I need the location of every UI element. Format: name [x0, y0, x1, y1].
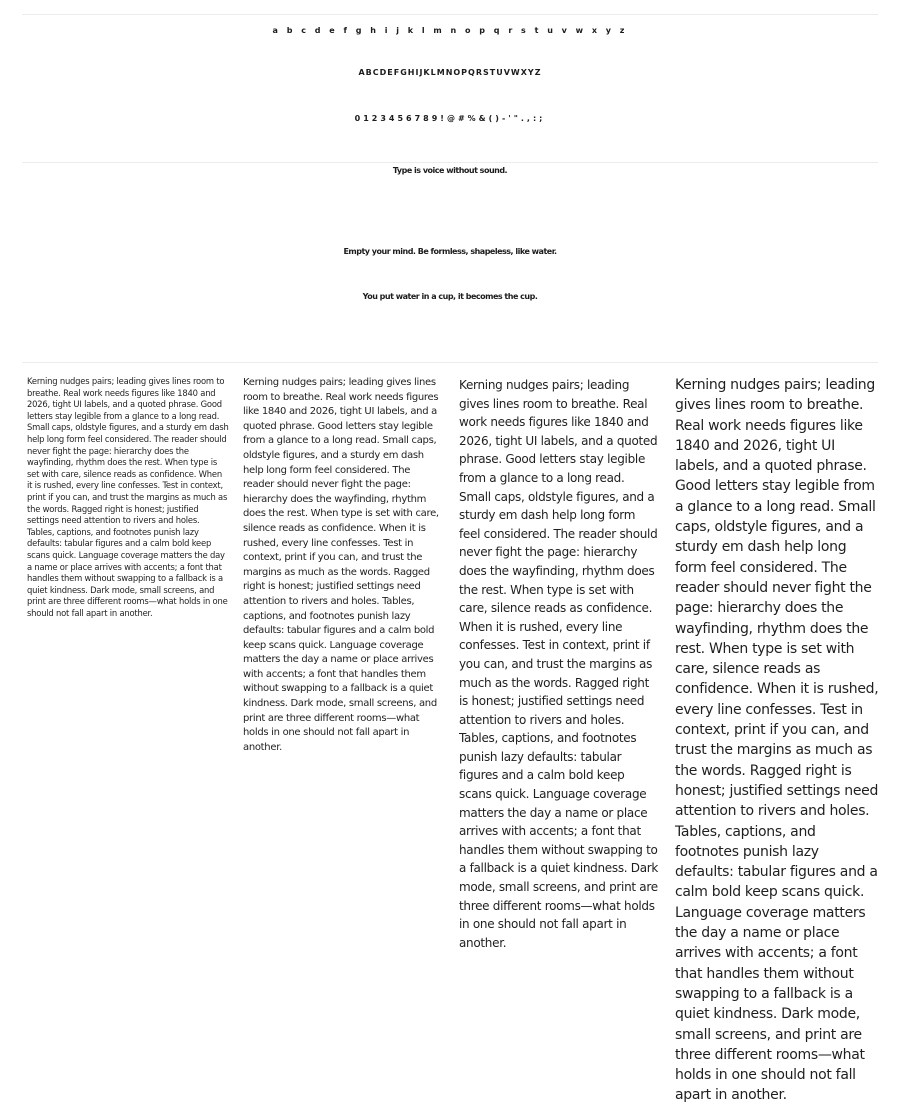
digits-punctuation-row: 0123456789!@#%&()-'".,:;	[354, 114, 546, 123]
uppercase-glyph-row: ABCDEFGHIJKLMNOPQRSTUVWXYZ	[358, 68, 542, 77]
body-text-column-xlarge: Kerning nudges pairs; leading gives lines room to breathe. Real work needs figures like 1840 and 2026, tight UI labels, and a quoted phrase. Good letters stay legible from a glance to a long read. Small caps, oldstyle figures, and a sturdy em dash help long form feel considered. The reader should never fight the page: hierarchy does the wayfinding, rhythm does the rest. When type is set with care, silence reads as confidence. When it is rushed, every line confesses. Test in context, print if you can, and trust the margins as much as the words. Ragged right is honest; justified settings need attention to rivers and holes. Tables, captions, and footnotes punish lazy defaults: tabular figures and a calm bold keep scans quick. Language coverage matters the day a name or place arrives with accents; a font that handles them without swapping to a fallback is a quiet kindness. Dark mode, small screens, and print are three different rooms—what holds in one should not fall apart in another.	[675, 377, 879, 1104]
top-divider	[22, 14, 878, 15]
display-sample-1: Empty your mind. Be formless, shapeless, like water.	[343, 247, 557, 256]
charset-divider	[22, 162, 878, 163]
lowercase-glyph-row: a b c d e f g h i j k l m n o p q r s t u v w x y z	[272, 26, 628, 35]
display-divider	[22, 362, 878, 363]
body-text-column-small: Kerning nudges pairs; leading gives lines room to breathe. Real work needs figures like 1840 and 2026, tight UI labels, and a quoted phrase. Good letters stay legible from a glance to a long read. Small caps, oldstyle figures, and a sturdy em dash help long form feel considered. The reader should never fight the page: hierarchy does the wayfinding, rhythm does the rest. When type is set with care, silence reads as confidence. When it is rushed, every line confesses. Test in context, print if you can, and trust the margins as much as the words. Ragged right is honest; justified settings need attention to rivers and holes. Tables, captions, and footnotes punish lazy defaults: tabular figures and a calm bold keep scans quick. Language coverage matters the day a name or place arrives with accents; a font that handles them without swapping to a fallback is a quiet kindness. Dark mode, small screens, and print are three different rooms—what holds in one should not fall apart in another.	[27, 376, 229, 618]
body-text-column-large: Kerning nudges pairs; leading gives lines room to breathe. Real work needs figures like 1840 and 2026, tight UI labels, and a quoted phrase. Good letters stay legible from a glance to a long read. Small caps, oldstyle figures, and a sturdy em dash help long form feel considered. The reader should never fight the page: hierarchy does the wayfinding, rhythm does the rest. When type is set with care, silence reads as confidence. When it is rushed, every line confesses. Test in context, print if you can, and trust the margins as much as the words. Ragged right is honest; justified settings need attention to rivers and holes. Tables, captions, and footnotes punish lazy defaults: tabular figures and a calm bold keep scans quick. Language coverage matters the day a name or place arrives with accents; a font that handles them without swapping to a fallback is a quiet kindness. Dark mode, small screens, and print are three different rooms—what holds in one should not fall apart in another.	[459, 378, 659, 950]
display-sample-2: You put water in a cup, it becomes the cup.	[362, 292, 538, 301]
headline-sample: Type is voice without sound.	[392, 166, 508, 175]
body-text-column-medium: Kerning nudges pairs; leading gives lines room to breathe. Real work needs figures like 1840 and 2026, tight UI labels, and a quoted phrase. Good letters stay legible from a glance to a long read. Small caps, oldstyle figures, and a sturdy em dash help long form feel considered. The reader should never fight the page: hierarchy does the wayfinding, rhythm does the rest. When type is set with care, silence reads as confidence. When it is rushed, every line confesses. Test in context, print if you can, and trust the margins as much as the words. Ragged right is honest; justified settings need attention to rivers and holes. Tables, captions, and footnotes punish lazy defaults: tabular figures and a calm bold keep scans quick. Language coverage matters the day a name or place arrives with accents; a font that handles them without swapping to a fallback is a quiet kindness. Dark mode, small screens, and print are three different rooms—what holds in one should not fall apart in another.	[243, 377, 439, 753]
